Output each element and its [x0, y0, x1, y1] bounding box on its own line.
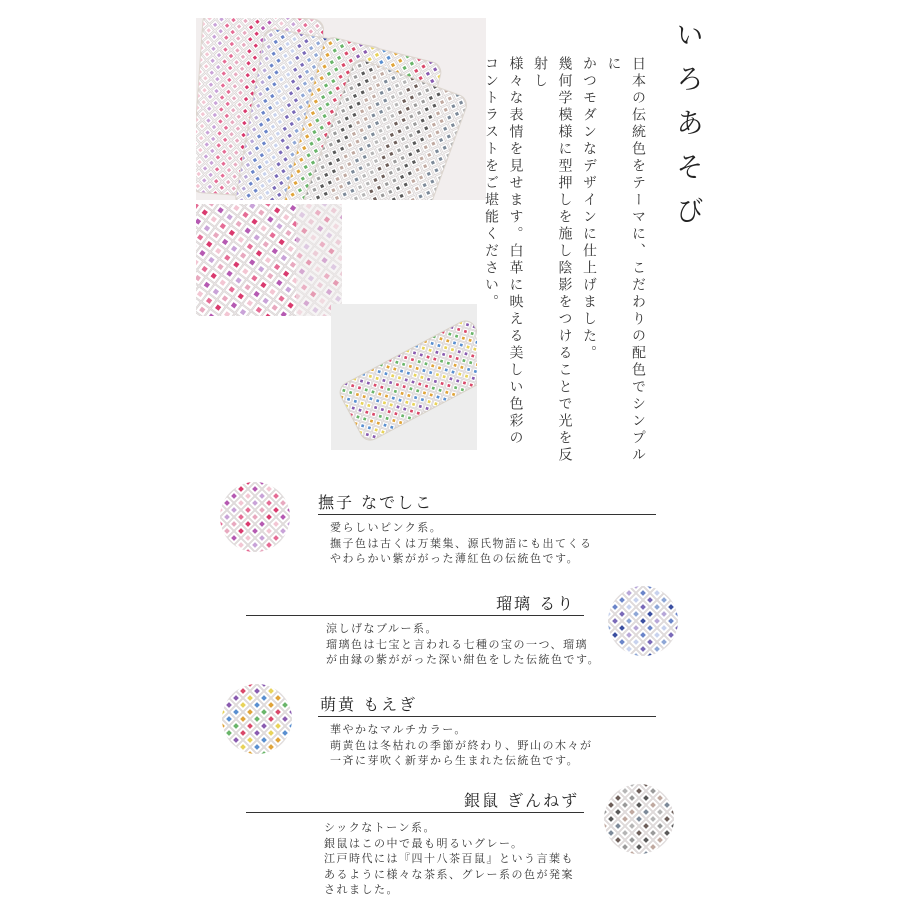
description-line: が由縁の紫ががった深い紺色をした伝統色です。 [326, 653, 601, 666]
intro-line: 幾何学模様に型押しを施し陰影をつけることで光を反射し [532, 56, 573, 464]
moegi-description [330, 722, 593, 769]
description-line: シックなトーン系。 [324, 821, 437, 834]
nadeshiko-heading: 撫子 なでしこ [318, 493, 434, 512]
divider [318, 716, 656, 717]
ginnezu-swatch [604, 784, 674, 854]
description-line: 涼しげなブルー系。 [326, 622, 439, 635]
description-line: あるように様々な茶系、グレー系の色が発案 [324, 867, 574, 881]
wallet-group-photo [196, 18, 486, 200]
description-line: されました。 [324, 883, 399, 896]
leather-detail-photo [196, 204, 342, 316]
intro-text [483, 56, 650, 466]
single-wallet-photo [331, 304, 477, 450]
ruri-heading: 瑠璃 るり [496, 594, 576, 613]
description-line: やわらかい紫ががった薄紅色の伝統色です。 [330, 552, 580, 565]
description-line: 一斉に芽吹く新芽から生まれた伝統色です。 [330, 754, 580, 767]
description-line: 萌黄色は冬枯れの季節が終わり、野山の木々が [330, 738, 593, 752]
moegi-heading: 萌黄 もえぎ [320, 695, 418, 714]
divider [318, 514, 656, 515]
moegi-swatch [222, 684, 292, 754]
intro-line: 日本の伝統色をテーマに、こだわりの配色でシンプルに [605, 56, 646, 464]
intro-line: かつモダンなデザインに仕上げました。 [581, 56, 597, 362]
description-line: 愛らしいピンク系。 [330, 521, 443, 534]
description-line: 撫子色は古くは万葉集、源氏物語にも出てくる [330, 536, 593, 550]
page-title: いろあそび [672, 20, 705, 240]
divider [246, 615, 584, 616]
divider [246, 812, 584, 813]
intro-line: 様々な表情を見せます。白革に映える美しい色彩の [507, 56, 524, 447]
nadeshiko-description [330, 520, 593, 567]
ruri-description [326, 621, 600, 668]
ruri-swatch [608, 586, 678, 656]
description-line: 江戸時代には『四十八茶百鼠』という言葉も [324, 852, 574, 865]
ginnezu-description [324, 820, 574, 898]
description-line: 瑠璃色は七宝と言われる七種の宝の一つ、瑠璃 [326, 637, 589, 651]
nadeshiko-swatch [220, 482, 290, 552]
intro-line: コントラストをご堪能ください。 [483, 56, 499, 311]
ginnezu-heading: 銀鼠 ぎんねず [464, 791, 580, 810]
description-line: 華やかなマルチカラー。 [330, 723, 467, 736]
description-line: 銀鼠はこの中で最も明るいグレー。 [324, 836, 524, 850]
